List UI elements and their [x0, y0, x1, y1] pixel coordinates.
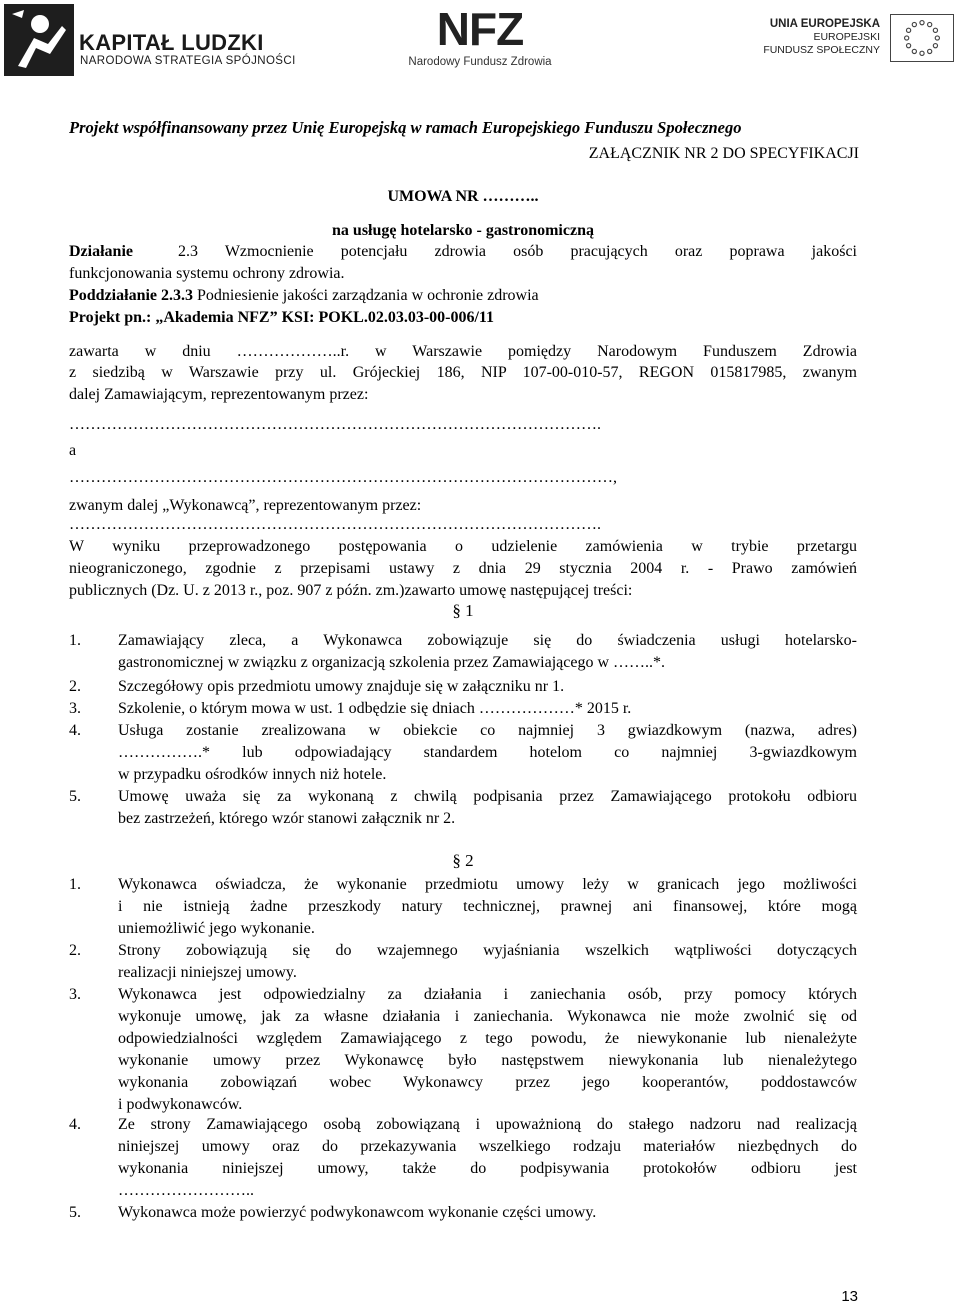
dzialanie-label: Działanie [69, 243, 133, 260]
eu-flag-icon [890, 14, 954, 62]
contract-title: UMOWA NR ……….. [387, 188, 539, 205]
item-text-line: odpowiedzialności względem Zamawiającego z tego powodu, że niewykonanie lub nienależyte [118, 1030, 857, 1047]
item-text-line: Zamawiający zleca, a Wykonawca zobowiązuje się do świadczenia usługi hotelarsko- [118, 632, 857, 649]
nfz-mark: NFZ [436, 3, 524, 55]
nfz-logo [400, 3, 560, 72]
item-number: 1. [69, 632, 81, 649]
eu-line-1: UNIA EUROPEJSKA [769, 18, 880, 30]
item-text-line: …………………….. [118, 1182, 254, 1199]
section-2-heading: § 2 [452, 851, 474, 870]
page-header [0, 0, 960, 80]
item-number: 2. [69, 942, 81, 959]
dzialanie-text: 2.3 Wzmocnienie potencjału zdrowia osób pracujących oraz poprawa jakości [178, 243, 857, 260]
intro-line: a [69, 442, 77, 459]
dzialanie-line [69, 241, 857, 263]
item-number: 4. [69, 1116, 81, 1133]
item-text-line: Umowę uważa się za wykonaną z chwilą podpisania przez Zamawiającego protokołu odbioru [118, 788, 857, 805]
item-text-line: Szkolenie, o którym mowa w ust. 1 odbędzie się dniach ………………* 2015 r. [118, 700, 632, 717]
dzialanie-text-cont: funkcjonowania systemu ochrony zdrowia. [69, 265, 345, 282]
intro-line: zwanym dalej „Wykonawcą”, reprezentowanym przez: [69, 497, 422, 514]
eu-logo [763, 14, 956, 70]
item-text-line: Wykonawca oświadcza, że wykonanie przedmiotu umowy leży w granicach jego możliwości [118, 876, 857, 893]
item-number: 3. [69, 986, 81, 1003]
intro-line: dalej Zamawiającym, reprezentowanym przez: [69, 386, 369, 403]
attachment-label: ZAŁĄCZNIK NR 2 DO SPECYFIKACJI [588, 145, 859, 162]
item-text-line: Szczegółowy opis przedmiotu umowy znajduje się w załączniku nr 1. [118, 678, 565, 695]
eu-logo-text [763, 18, 880, 57]
intro-line: nieograniczonego, zgodnie z przepisami ustawy z dnia 29 stycznia 2004 r. - Prawo zamówień [69, 560, 857, 577]
item-text-line: i podwykonawców. [118, 1096, 243, 1113]
intro-line: W wyniku przeprowadzonego postępowania o udzielenie zamówienia w trybie przetargu [69, 538, 857, 555]
intro-line: ………………………………………………………………………………………. [69, 516, 601, 533]
poddzialanie-text: Podniesienie jakości zarządzania w ochronie zdrowia [193, 287, 539, 304]
item-text-line: wykonania niniejszej umowy, także do podpisywania protokołów odbioru jest [118, 1160, 857, 1177]
kapital-ludzki-emblem-icon [4, 4, 74, 76]
poddzialanie-line [69, 285, 857, 307]
item-text-line: uniemożliwić jego wykonanie. [118, 920, 315, 937]
kapital-ludzki-title: KAPITAŁ LUDZKI [79, 30, 264, 55]
item-text-line: gastronomicznej w związku z organizacją szkolenia przez Zamawiającego w ……..*. [118, 654, 666, 671]
item-text-line: realizacji niniejszej umowy. [118, 964, 297, 981]
item-text-line: …………….* lub odpowiadający standardem hotelom co najmniej 3-gwiazdkowym [118, 744, 857, 761]
intro-line: zawarta w dniu ………………..r. w Warszawie pomiędzy Narodowym Funduszem Zdrowia [69, 343, 857, 360]
project-cofinancing-line: Projekt współfinansowany przez Unię Europejską w ramach Europejskiego Funduszu Społecznego [69, 118, 742, 137]
kapital-ludzki-subtitle: NARODOWA STRATEGIA SPÓJNOŚCI [80, 55, 296, 67]
eu-line-3: FUNDUSZ SPOŁECZNY [763, 44, 880, 56]
item-text-line: Wykonawca może powierzyć podwykonawcom wykonanie części umowy. [118, 1204, 597, 1221]
item-text-line: i nie istnieją żadne przeszkody natury technicznej, prawnej ani finansowej, które mogą [118, 898, 857, 915]
intro-line: z siedzibą w Warszawie przy ul. Grójeckiej 186, NIP 107-00-010-57, REGON 015817985, zwanym [69, 364, 857, 381]
intro-line: ………………………………………………………………………………………. [69, 416, 601, 433]
item-text-line: Strony zobowiązują się do wzajemnego wyjaśniania wszelkich wątpliwości dotyczących [118, 942, 857, 959]
nfz-subtitle: Narodowy Fundusz Zdrowia [408, 56, 552, 68]
item-text-line: wykonuje umowę, jak za własne działania i zaniechania. Wykonawca nie może zwolnić się od [118, 1008, 857, 1025]
page-number: 13 [841, 1288, 858, 1305]
intro-line: publicznych (Dz. U. z 2013 r., poz. 907 z późn. zm.)zawarto umowę następującej treści: [69, 582, 633, 599]
contract-subtitle: na usługę hotelarsko - gastronomiczną [332, 222, 594, 239]
item-text-line: Ze strony Zamawiającego osobą zobowiązaną i upoważnioną do stałego nadzoru nad realizacją [118, 1116, 857, 1133]
item-number: 3. [69, 700, 81, 717]
item-number: 5. [69, 1204, 81, 1221]
item-text-line: bez zastrzeżeń, którego wzór stanowi załącznik nr 2. [118, 810, 456, 827]
kapital-ludzki-logo [4, 4, 296, 76]
eu-line-2: EUROPEJSKI [813, 31, 880, 43]
item-number: 4. [69, 722, 81, 739]
section-1-heading: § 1 [452, 601, 474, 620]
item-text-line: Usługa zostanie zrealizowana w obiekcie co najmniej 3 gwiazdkowym (nazwa, adres) [118, 722, 857, 739]
item-text-line: niniejszej umowy oraz do przekazywania wszelkiego rodzaju materiałów niezbędnych do [118, 1138, 857, 1155]
item-text-line: wykonania zobowiązań wobec Wykonawcy przez jego kooperantów, poddostawców [118, 1074, 857, 1091]
projekt-line: Projekt pn.: „Akademia NFZ” KSI: POKL.02.03.03-00-006/11 [69, 309, 495, 326]
intro-line: …………………………………………………………………………………………, [69, 469, 617, 486]
item-text-line: w przypadku ośrodków innych niż hotele. [118, 766, 387, 783]
item-number: 2. [69, 678, 81, 695]
item-number: 5. [69, 788, 81, 805]
item-text-line: wykonanie umowy przez Wykonawcę było następstwem niewykonania lub nienależytego [118, 1052, 857, 1069]
poddzialanie-label: Poddziałanie 2.3.3 [69, 287, 194, 304]
item-text-line: Wykonawca jest odpowiedzialny za działania i zaniechania osób, przy pomocy których [118, 986, 857, 1003]
item-number: 1. [69, 876, 81, 893]
